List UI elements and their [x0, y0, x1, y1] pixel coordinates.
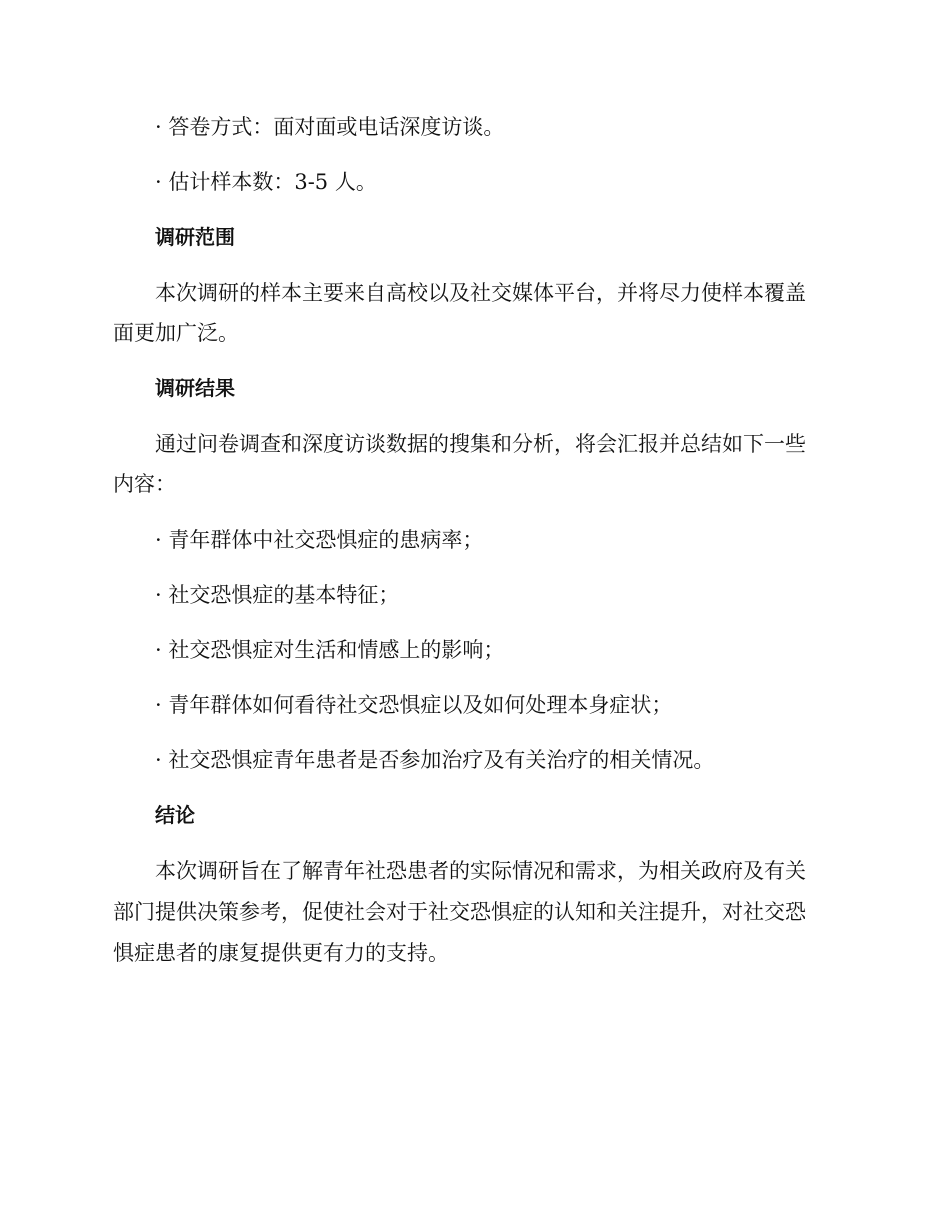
scope-paragraph-line-1: 本次调研的样本主要来自高校以及社交媒体平台，并将尽力使样本覆盖 [155, 281, 806, 305]
conclusion-paragraph-line-3: 惧症患者的康复提供更有力的支持。 [113, 941, 449, 965]
results-bullet-features: · 社交恐惧症的基本特征； [155, 583, 400, 607]
results-bullet-perception: · 青年群体如何看待社交恐惧症以及如何处理本身症状； [155, 693, 673, 717]
results-paragraph-line-2: 内容： [113, 472, 176, 496]
conclusion-paragraph-line-2: 部门提供决策参考，促使社会对于社交恐惧症的认知和关注提升，对社交恐 [113, 900, 806, 924]
scope-paragraph-line-2: 面更加广泛。 [113, 321, 239, 345]
results-paragraph-line-1: 通过问卷调查和深度访谈数据的搜集和分析，将会汇报并总结如下一些 [155, 432, 806, 456]
heading-scope: 调研范围 [155, 225, 235, 249]
heading-conclusion: 结论 [155, 803, 195, 827]
heading-results: 调研结果 [155, 376, 235, 400]
conclusion-paragraph-line-1: 本次调研旨在了解青年社恐患者的实际情况和需求，为相关政府及有关 [155, 859, 806, 883]
results-bullet-impact: · 社交恐惧症对生活和情感上的影响； [155, 638, 505, 662]
bullet-sample-size: · 估计样本数：3-5 人。 [155, 170, 377, 194]
bullet-answer-method: · 答卷方式：面对面或电话深度访谈。 [155, 115, 505, 139]
results-bullet-prevalence: · 青年群体中社交恐惧症的患病率； [155, 528, 484, 552]
results-bullet-treatment: · 社交恐惧症青年患者是否参加治疗及有关治疗的相关情况。 [155, 748, 715, 772]
